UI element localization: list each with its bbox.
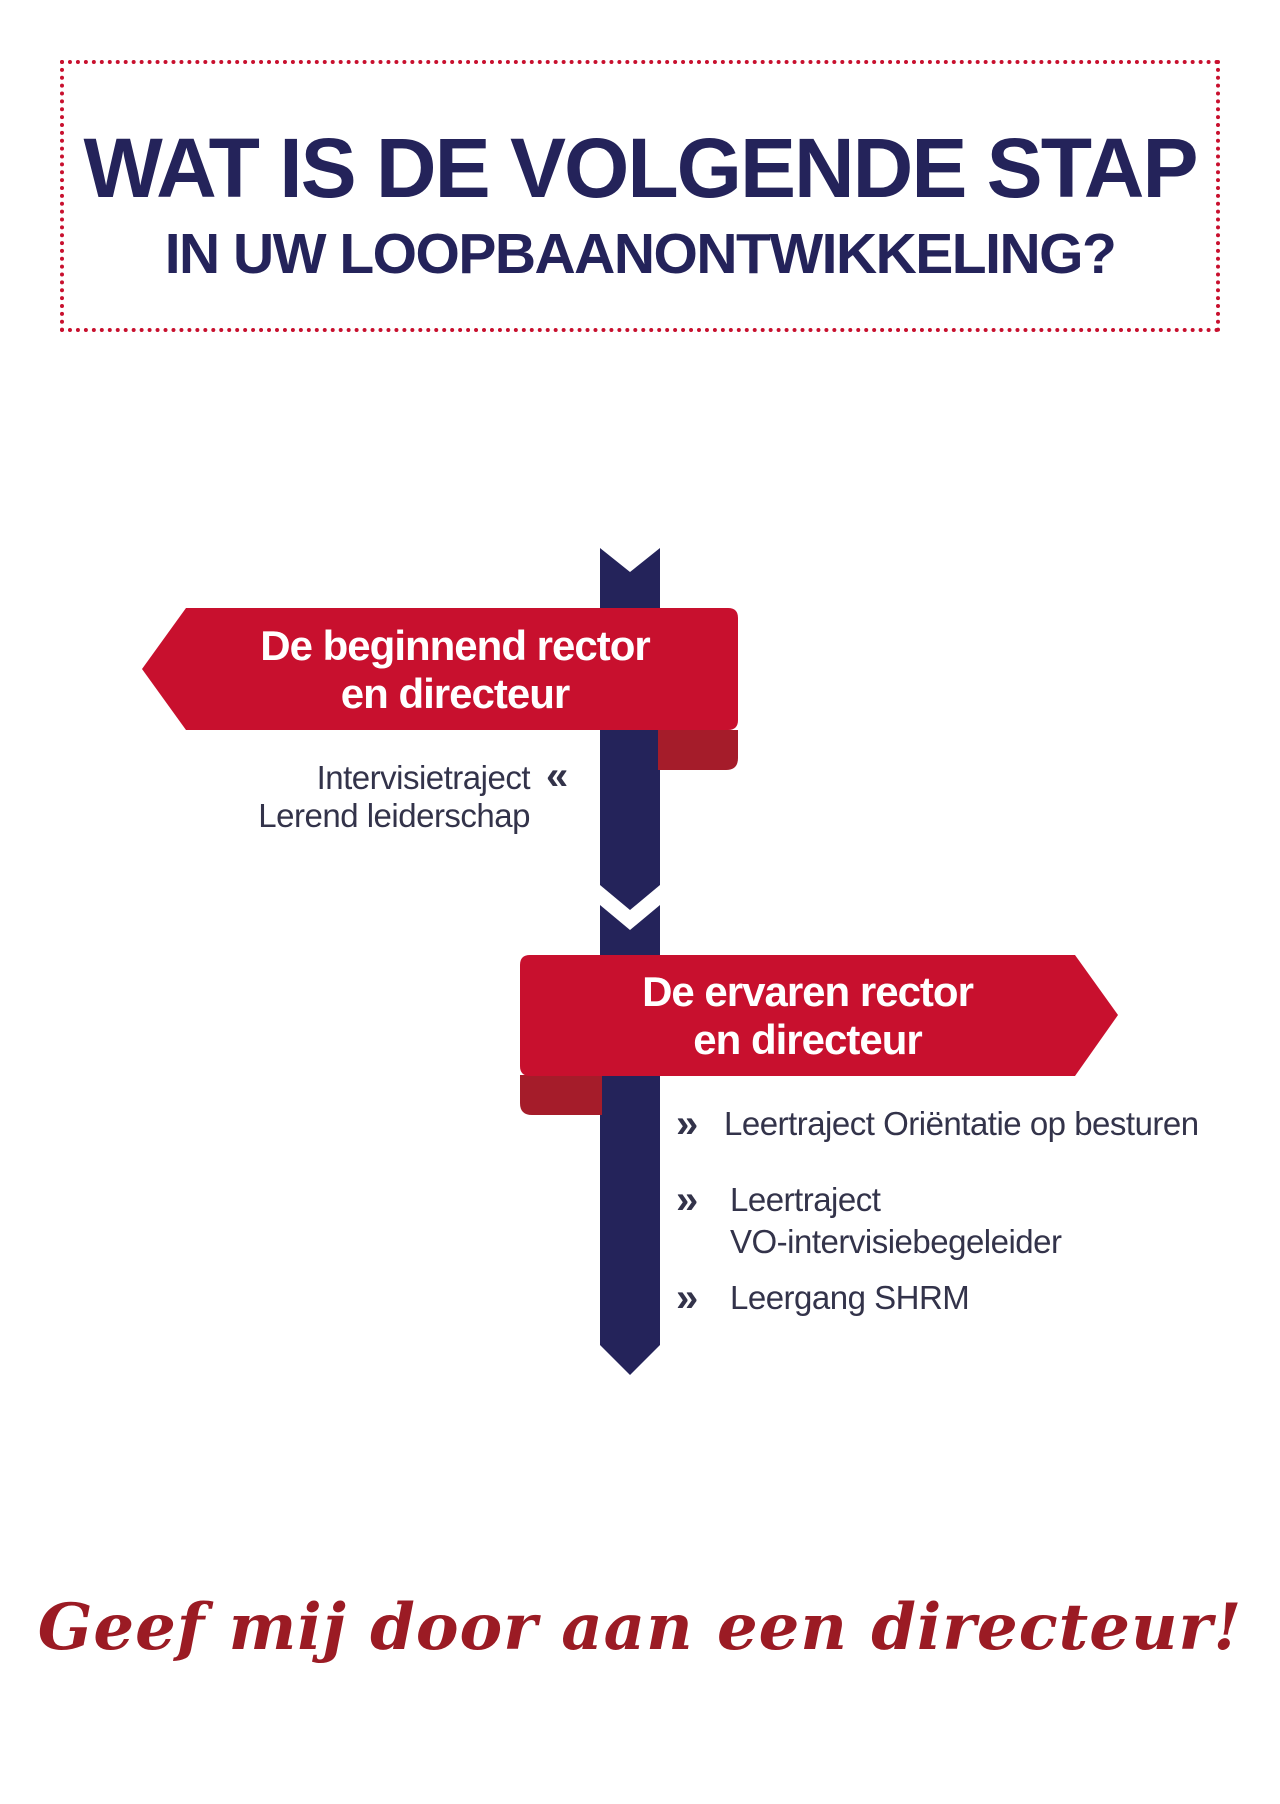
chevron-right-icon: » — [676, 1178, 699, 1222]
list-item: VO-intervisiebegeleider — [730, 1223, 1062, 1260]
sign-left-label: De beginnend rector en directeur — [260, 622, 650, 717]
page-title: WAT IS DE VOLGENDE STAP — [83, 121, 1197, 215]
list-item: Lerend leiderschap — [258, 797, 530, 834]
list-item: Intervisietraject — [316, 759, 530, 796]
page-subtitle: IN UW LOOPBAANONTWIKKELING? — [164, 222, 1116, 286]
chevron-right-icon: » — [676, 1102, 699, 1146]
list-item: Leergang SHRM — [730, 1279, 970, 1316]
chevron-left-icon: « — [546, 754, 569, 798]
list-item: Leertraject — [730, 1181, 881, 1218]
list-item: Leertraject Oriëntatie op besturen — [724, 1105, 1199, 1142]
sign-right-label: De ervaren rector en directeur — [642, 968, 973, 1063]
sign-right-fold — [520, 1075, 602, 1115]
slogan: Geef mij door aan een directeur! — [37, 1590, 1243, 1665]
chevron-right-icon: » — [676, 1276, 699, 1320]
sign-left-fold — [658, 730, 738, 770]
